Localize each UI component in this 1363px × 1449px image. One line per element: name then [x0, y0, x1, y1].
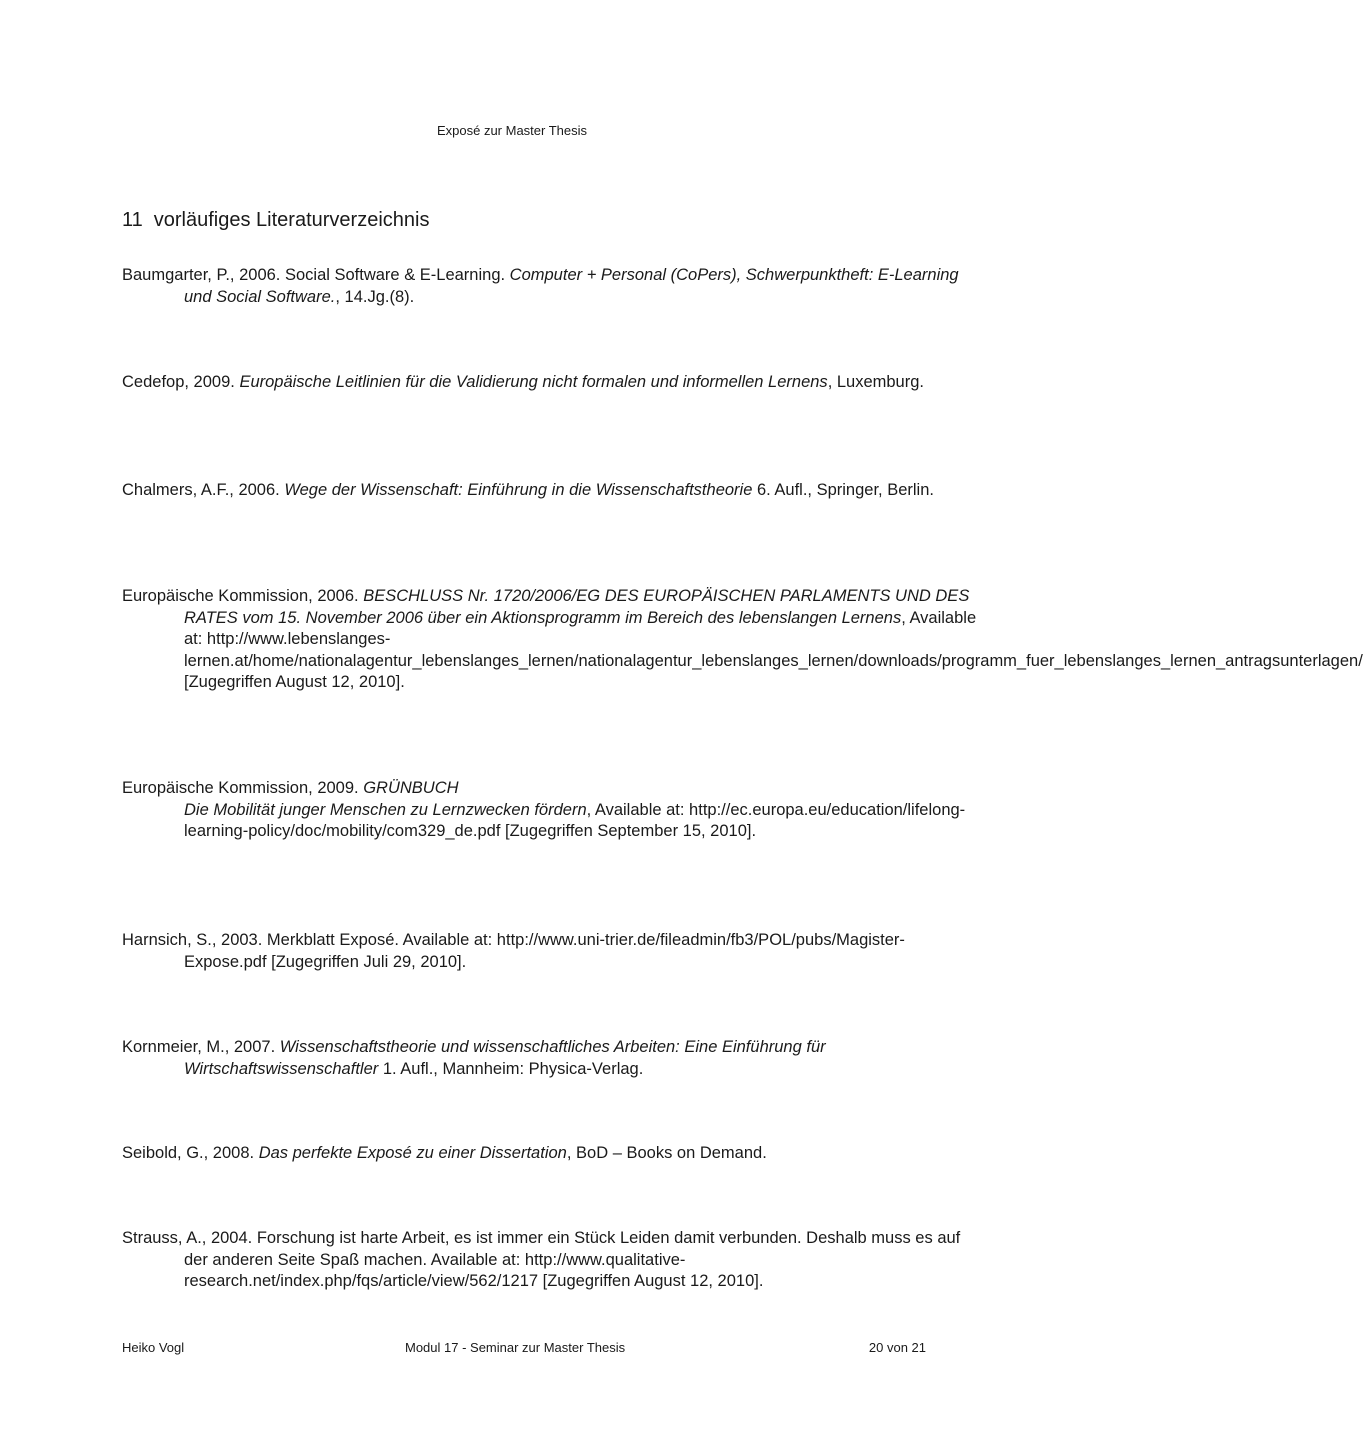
bib-entry-strauss: [122, 1228, 986, 1293]
footer-module: Modul 17 - Seminar zur Master Thesis: [405, 1340, 626, 1355]
bib-title-text: Das perfekte Exposé zu einer Dissertation: [258, 1144, 567, 1162]
bib-title-text: BESCHLUSS Nr. 1720/2006/EG DES EUROPÄISCHEN PARLAMENTS UND DES RATES vom 15. November 2006 über ein Aktionsprogramm im Bereich des lebenslangen Lernens: [184, 587, 970, 627]
bib-title-text: Computer + Personal (CoPers), Schwerpunktheft: E-Learning und Social Software.: [184, 266, 959, 306]
bib-text: Europäische Kommission, 2006.: [122, 587, 364, 605]
bib-entry-harnsich: [122, 930, 986, 973]
bib-text: , Luxemburg.: [827, 373, 924, 391]
bib-text: Chalmers, A.F., 2006.: [122, 481, 285, 499]
bib-text: , Available at: http://ec.europa.eu/education/lifelong-learning-policy/doc/mobility/com329_de.pdf [Zugegriffen September 15, 2010].: [184, 800, 966, 841]
bib-text: Europäische Kommission, 2009.: [122, 779, 364, 797]
bib-entry-cedefop: [122, 372, 986, 394]
bib-title-text: Wissenschaftstheorie und wissenschaftliches Arbeiten: Eine Einführung für Wirtschaftswissenschaftler: [184, 1038, 826, 1078]
bib-text: Baumgarter, P., 2006. Social Software & E-Learning.: [122, 266, 510, 284]
bib-text: , 14.Jg.(8).: [335, 287, 415, 306]
page-footer: [122, 1339, 926, 1357]
bib-text: , Available at: http://www.lebenslanges-lernen.at/home/nationalagentur_lebenslanges_lernen/nationalagentur_lebenslanges_lernen/downloads/programm_fuer_lebenslanges_lernen_antragsunterlagen/ [Zugegriffen August 12, 2010].: [184, 608, 1363, 692]
bib-entry-kornmeier: [122, 1037, 986, 1080]
bib-text: Harnsich, S., 2003. Merkblatt Exposé. Available at: http://www.uni-trier.de/fileadmin/fb3/POL/pubs/Magister-Expose.pdf [Zugegriffen Juli 29, 2010].: [122, 931, 905, 971]
bib-text: Cedefop, 2009.: [122, 373, 240, 391]
section-number: 11: [122, 209, 143, 231]
footer-page-number: 20 von 21: [868, 1340, 926, 1355]
bib-title-text: Die Mobilität junger Menschen zu Lernzwecken fördern: [184, 800, 587, 819]
bib-text: Strauss, A., 2004. Forschung ist harte Arbeit, es ist immer ein Stück Leiden damit verbunden. Deshalb muss es auf der anderen Seite Spaß machen. Available at: http://www.qualitative-research.net/index.php/fqs/article/view/562/1217 [Zugegriffen August 12, 2010].: [122, 1229, 961, 1291]
bib-entry-eu-kommission-2009: [122, 778, 986, 843]
section-title: vorläufiges Literaturverzeichnis: [153, 209, 430, 231]
bib-entry-eu-kommission-2006: [122, 586, 1363, 694]
bib-text: 1. Aufl., Mannheim: Physica-Verlag.: [378, 1059, 644, 1078]
bib-text: 6. Aufl., Springer, Berlin.: [752, 481, 934, 499]
bib-title-text: Europäische Leitlinien für die Validierung nicht formalen und informellen Lernens: [239, 373, 828, 391]
bib-text: , BoD – Books on Demand.: [566, 1144, 767, 1162]
bib-text: Kornmeier, M., 2007.: [122, 1038, 280, 1056]
bib-title-text: GRÜNBUCH: [363, 779, 459, 797]
bib-entry-chalmers: [122, 480, 986, 502]
footer-author: Heiko Vogl: [122, 1340, 185, 1355]
bib-title-text: Wege der Wissenschaft: Einführung in die Wissenschaftstheorie: [284, 481, 753, 499]
bib-entry-baumgarter: [122, 265, 986, 308]
section-heading: [122, 207, 429, 233]
page-header: Exposé zur Master Thesis: [436, 123, 588, 138]
bib-entry-seibold: [122, 1143, 986, 1165]
bib-text: Seibold, G., 2008.: [122, 1144, 259, 1162]
